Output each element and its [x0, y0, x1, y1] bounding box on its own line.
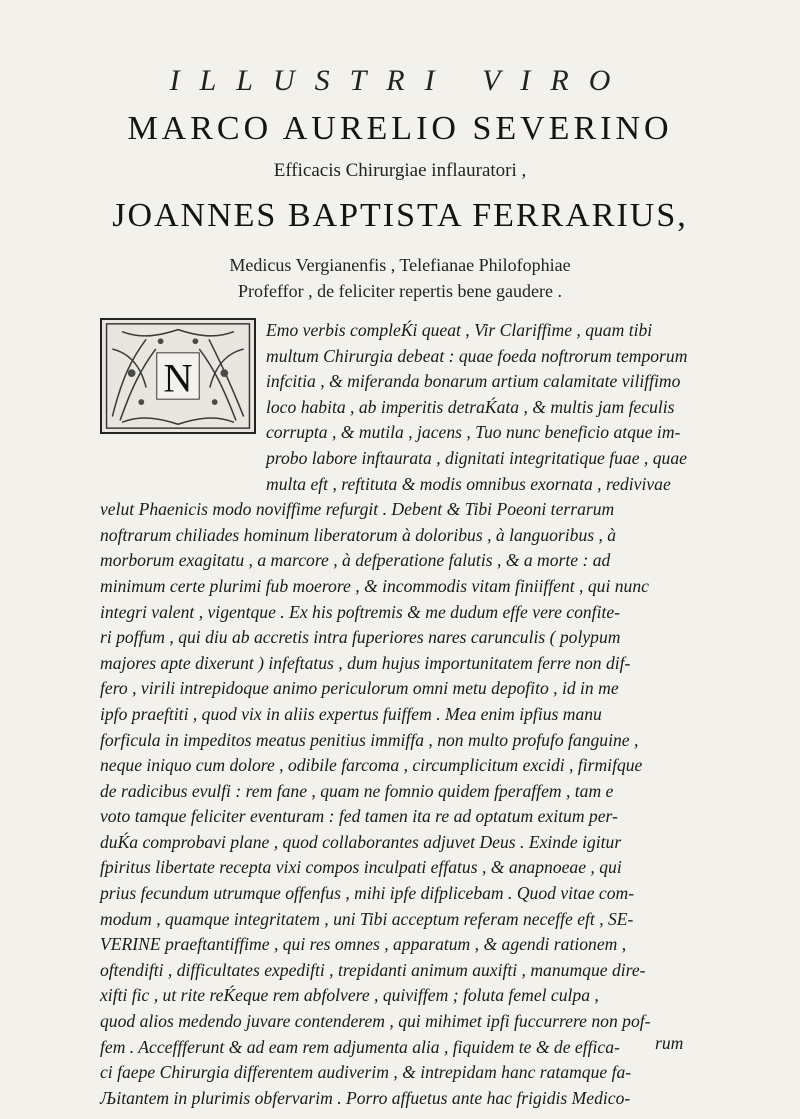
- body-line: de radicibus evulfi : rem fane , quam ne fomnio quidem fperaffem , tam e: [100, 780, 614, 801]
- dedicatee-epithet: Efficacis Chirurgiae inflauratori ,: [273, 160, 527, 181]
- body-line: xifti fic , ut rite reЌeque rem abfolvere , quiviffem ; foluta femel culpa ,: [100, 985, 599, 1006]
- body-line: infcitia , & miferanda bonarum artium calamitate viliffimo: [266, 371, 681, 392]
- body-line: duЌa comprobavi plane , quod collaborantes adjuvet Deus . Exinde igitur: [100, 831, 622, 852]
- body-line: multa eft , reftituta & modis omnibus exornata , redivivae: [266, 473, 671, 494]
- body-line: forficula in impeditos meatus penitius immiffa , non multo profufo fanguine ,: [100, 729, 639, 750]
- author-title-line2: Profeffor , de feliciter repertis bene gaudere .: [237, 281, 562, 301]
- body-line: ri poffum , qui diu ab accretis intra fuperiores nares carunculis ( polypum: [100, 627, 621, 648]
- body-line: ipfo praeftiti , quod vix in aliis expertus fuiffem . Mea enim ipfius manu: [100, 703, 602, 724]
- body-line: voto tamque feliciter eventuram : fed tamen ita re ad optatum exitum per-: [100, 806, 618, 827]
- body-line: multum Chirurgia debeat : quae foeda noftrorum temporum: [266, 345, 688, 366]
- dedication-heading: ILLUSTRI VIRO: [169, 64, 631, 97]
- body-line: prius fecundum utrumque offenfus , mihi ipfe difplicebam . Quod vitae com-: [100, 883, 635, 904]
- body-line: ci faepe Chirurgia differentem audiverim , & intrepidam hanc ratamque fa-: [100, 1062, 632, 1083]
- author-title-line1: Medicus Vergianenfis , Telefianae Philofophiae: [229, 255, 571, 275]
- body-line: noftrarum chiliades hominum liberatorum à doloribus , à languoribus , à: [100, 524, 617, 545]
- body-line: velut Phaenicis modo noviffime refurgit . Debent & Tibi Poeoni terrarum: [100, 499, 615, 520]
- body-line: majores apte dixerunt ) infeftatus , dum hujus importunitatem ferre non dif-: [100, 652, 631, 673]
- dedicatee-name: MARCO AURELIO SEVERINO: [127, 110, 673, 147]
- body-line: integri valent , vigentque . Ex his poftremis & me dudum effe vere confite-: [100, 601, 621, 622]
- body-line: Љitantem in plurimis obfervarim . Porro affuetus ante hac frigidis Medico-: [100, 1087, 631, 1108]
- author-name: JOANNES BAPTISTA FERRARIUS,: [112, 197, 688, 234]
- body-line: quod alios medendo juvare contenderem , qui mihimet ipfi fuccurrere non pof-: [100, 1011, 651, 1032]
- dedication-body: [100, 318, 706, 1111]
- body-line: oftendifti , difficultates expedifti , trepidanti animum auxifti , manumque dire-: [100, 959, 646, 980]
- body-line: fpiritus libertate recepta vixi compos inculpati effatus , & anapnoeae , qui: [100, 857, 622, 878]
- body-line: fero , virili intrepidoque animo periculorum omni metu depofito , id in me: [100, 678, 619, 699]
- body-line: minimum certe plurimi fub moerore , & incommodis vitam finiiffent , qui nunc: [100, 575, 649, 596]
- body-line: neque iniquo cum dolore , odibile farcoma , circumplicitum excidi , firmifque: [100, 755, 643, 776]
- body-line: corrupta , & mutila , jacens , Tuo nunc beneficio atque im-: [266, 422, 681, 443]
- body-line: fem . Acceffferunt & ad eam rem adjumenta alia , fiquidem te & de effica-: [100, 1036, 620, 1057]
- catchword: rum: [655, 1033, 684, 1053]
- body-line: Emo verbis compleЌi queat , Vir Clariffime , quam tibi: [266, 320, 653, 340]
- body-line: loco habita , ab imperitis detraЌata , & multis jam feculis: [266, 396, 675, 417]
- body-line: modum , quamque integritatem , uni Tibi acceptum referam neceffe eft , SE-: [100, 908, 634, 929]
- initial-letter: N: [163, 355, 193, 401]
- body-line: probo labore inftaurata , dignitati integritatique fuae , quae: [266, 447, 687, 468]
- body-line: VERINE praeftantiffime , qui res omnes , apparatum , & agendi rationem ,: [100, 934, 627, 955]
- body-line: morborum exagitatu , a marcore , à defperatione falutis , & a morte : ad: [100, 550, 611, 571]
